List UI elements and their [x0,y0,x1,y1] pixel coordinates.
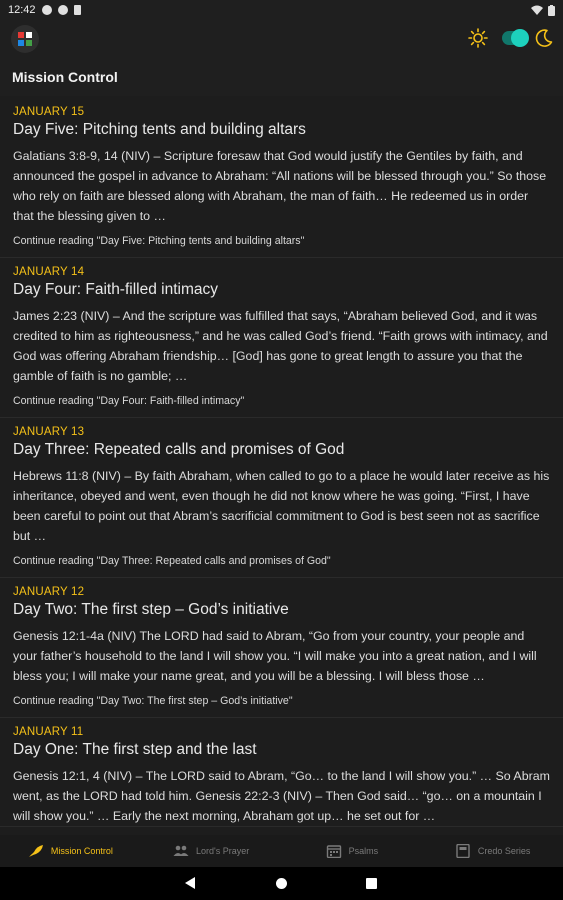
sun-icon[interactable] [468,28,488,48]
toggle-knob [511,29,529,47]
logo-icon [17,31,33,47]
continue-reading-link[interactable]: Continue reading "Day Three: Repeated calls and promises of God" [13,555,331,567]
post-excerpt: Genesis 12:1-4a (NIV) The LORD had said to Abram, “Go from your country, your people and your father’s household to the land I will show you. “I will make you into a great nation, and I will bless you; I will make your name great, and you will be a blessing. I will bless those … [13,629,537,683]
app-logo[interactable] [11,25,39,53]
notification-icon [58,5,68,15]
post-title[interactable]: Day Two: The first step – God’s initiative [13,601,289,618]
back-icon[interactable] [185,877,195,889]
page-title: Mission Control [12,69,118,85]
nav-label: Psalms [348,846,379,856]
bottom-nav [0,835,563,867]
post-date: JANUARY 12 [13,586,85,598]
post-item[interactable] [0,718,563,827]
post-title[interactable]: Day Five: Pitching tents and building altars [13,121,306,138]
post-date: JANUARY 14 [13,266,85,278]
status-bar [0,0,563,20]
post-excerpt: James 2:23 (NIV) – And the scripture was fulfilled that says, “Abraham believed God, and it was credited to him as righteousness,” and he was called God’s friend. “Faith grows with intimacy, and God was offering Abraham friendship… [God] has gone to great length to assure you that the gamble of faith is no gamble; … [13,309,548,383]
app-header [0,20,563,96]
home-icon[interactable] [276,878,287,889]
nav-label: Mission Control [50,846,113,856]
post-item[interactable] [0,578,563,718]
post-excerpt: Hebrews 11:8 (NIV) – By faith Abraham, when called to go to a place he would later receive as his inheritance, obeyed and went, even though he did not know where he was going. “First, I have been careful to point out that Abram’s sacrificial commitment to God is best seen not as sacrifice but … [13,469,550,543]
nav-item-mission-control[interactable] [0,844,141,858]
system-nav-bar [0,867,563,900]
status-time: 12:42 [8,4,36,16]
post-feed[interactable] [0,96,563,835]
continue-reading-link[interactable]: Continue reading "Day Two: The first step – God’s initiative" [13,695,293,707]
nav-item-credo-series[interactable] [422,844,563,858]
post-title[interactable]: Day Three: Repeated calls and promises of God [13,441,345,458]
calendar-icon [326,844,342,858]
post-date: JANUARY 13 [13,426,85,438]
post-item[interactable] [0,258,563,418]
notification-icon [42,5,52,15]
moon-icon[interactable] [534,28,554,48]
nav-label: Lord's Prayer [196,846,250,856]
post-item[interactable] [0,418,563,578]
recents-icon[interactable] [366,878,377,889]
post-excerpt: Galatians 3:8-9, 14 (NIV) – Scripture foresaw that God would justify the Gentiles by faith, and announced the gospel in advance to Abraham: “All nations will be blessed through you.” So those who rely on faith are blessed along with Abraham, the man of faith… He redeemed us in order that the blessing given to … [13,149,547,223]
post-title[interactable]: Day One: The first step and the last [13,741,257,758]
post-date: JANUARY 11 [13,726,84,738]
wifi-icon [531,5,543,15]
nav-item-psalms[interactable] [282,844,423,858]
post-item[interactable] [0,96,563,258]
post-date: JANUARY 15 [13,106,85,118]
continue-reading-link[interactable]: Continue reading "Day Four: Faith-filled intimacy" [13,395,245,407]
continue-reading-link[interactable]: Continue reading "Day Five: Pitching tents and building altars" [13,235,305,247]
book-icon [455,844,471,858]
notification-icon [74,5,81,15]
people-icon [173,844,189,858]
theme-toggle[interactable] [502,31,528,45]
nav-label: Credo Series [477,846,531,856]
post-excerpt: Genesis 12:1, 4 (NIV) – The LORD said to Abram, “Go… to the land I will show you.” … So Abram went, as the LORD had told him. Genesis 22:2-3 (NIV) – Then God said… “go… on a mountain I will show you.” … Early the next morning, Abraham got up… he set out for … [13,769,550,823]
rocket-icon [28,844,44,858]
post-title[interactable]: Day Four: Faith-filled intimacy [13,281,219,298]
battery-icon [548,5,555,16]
nav-item-lords-prayer[interactable] [141,844,282,858]
